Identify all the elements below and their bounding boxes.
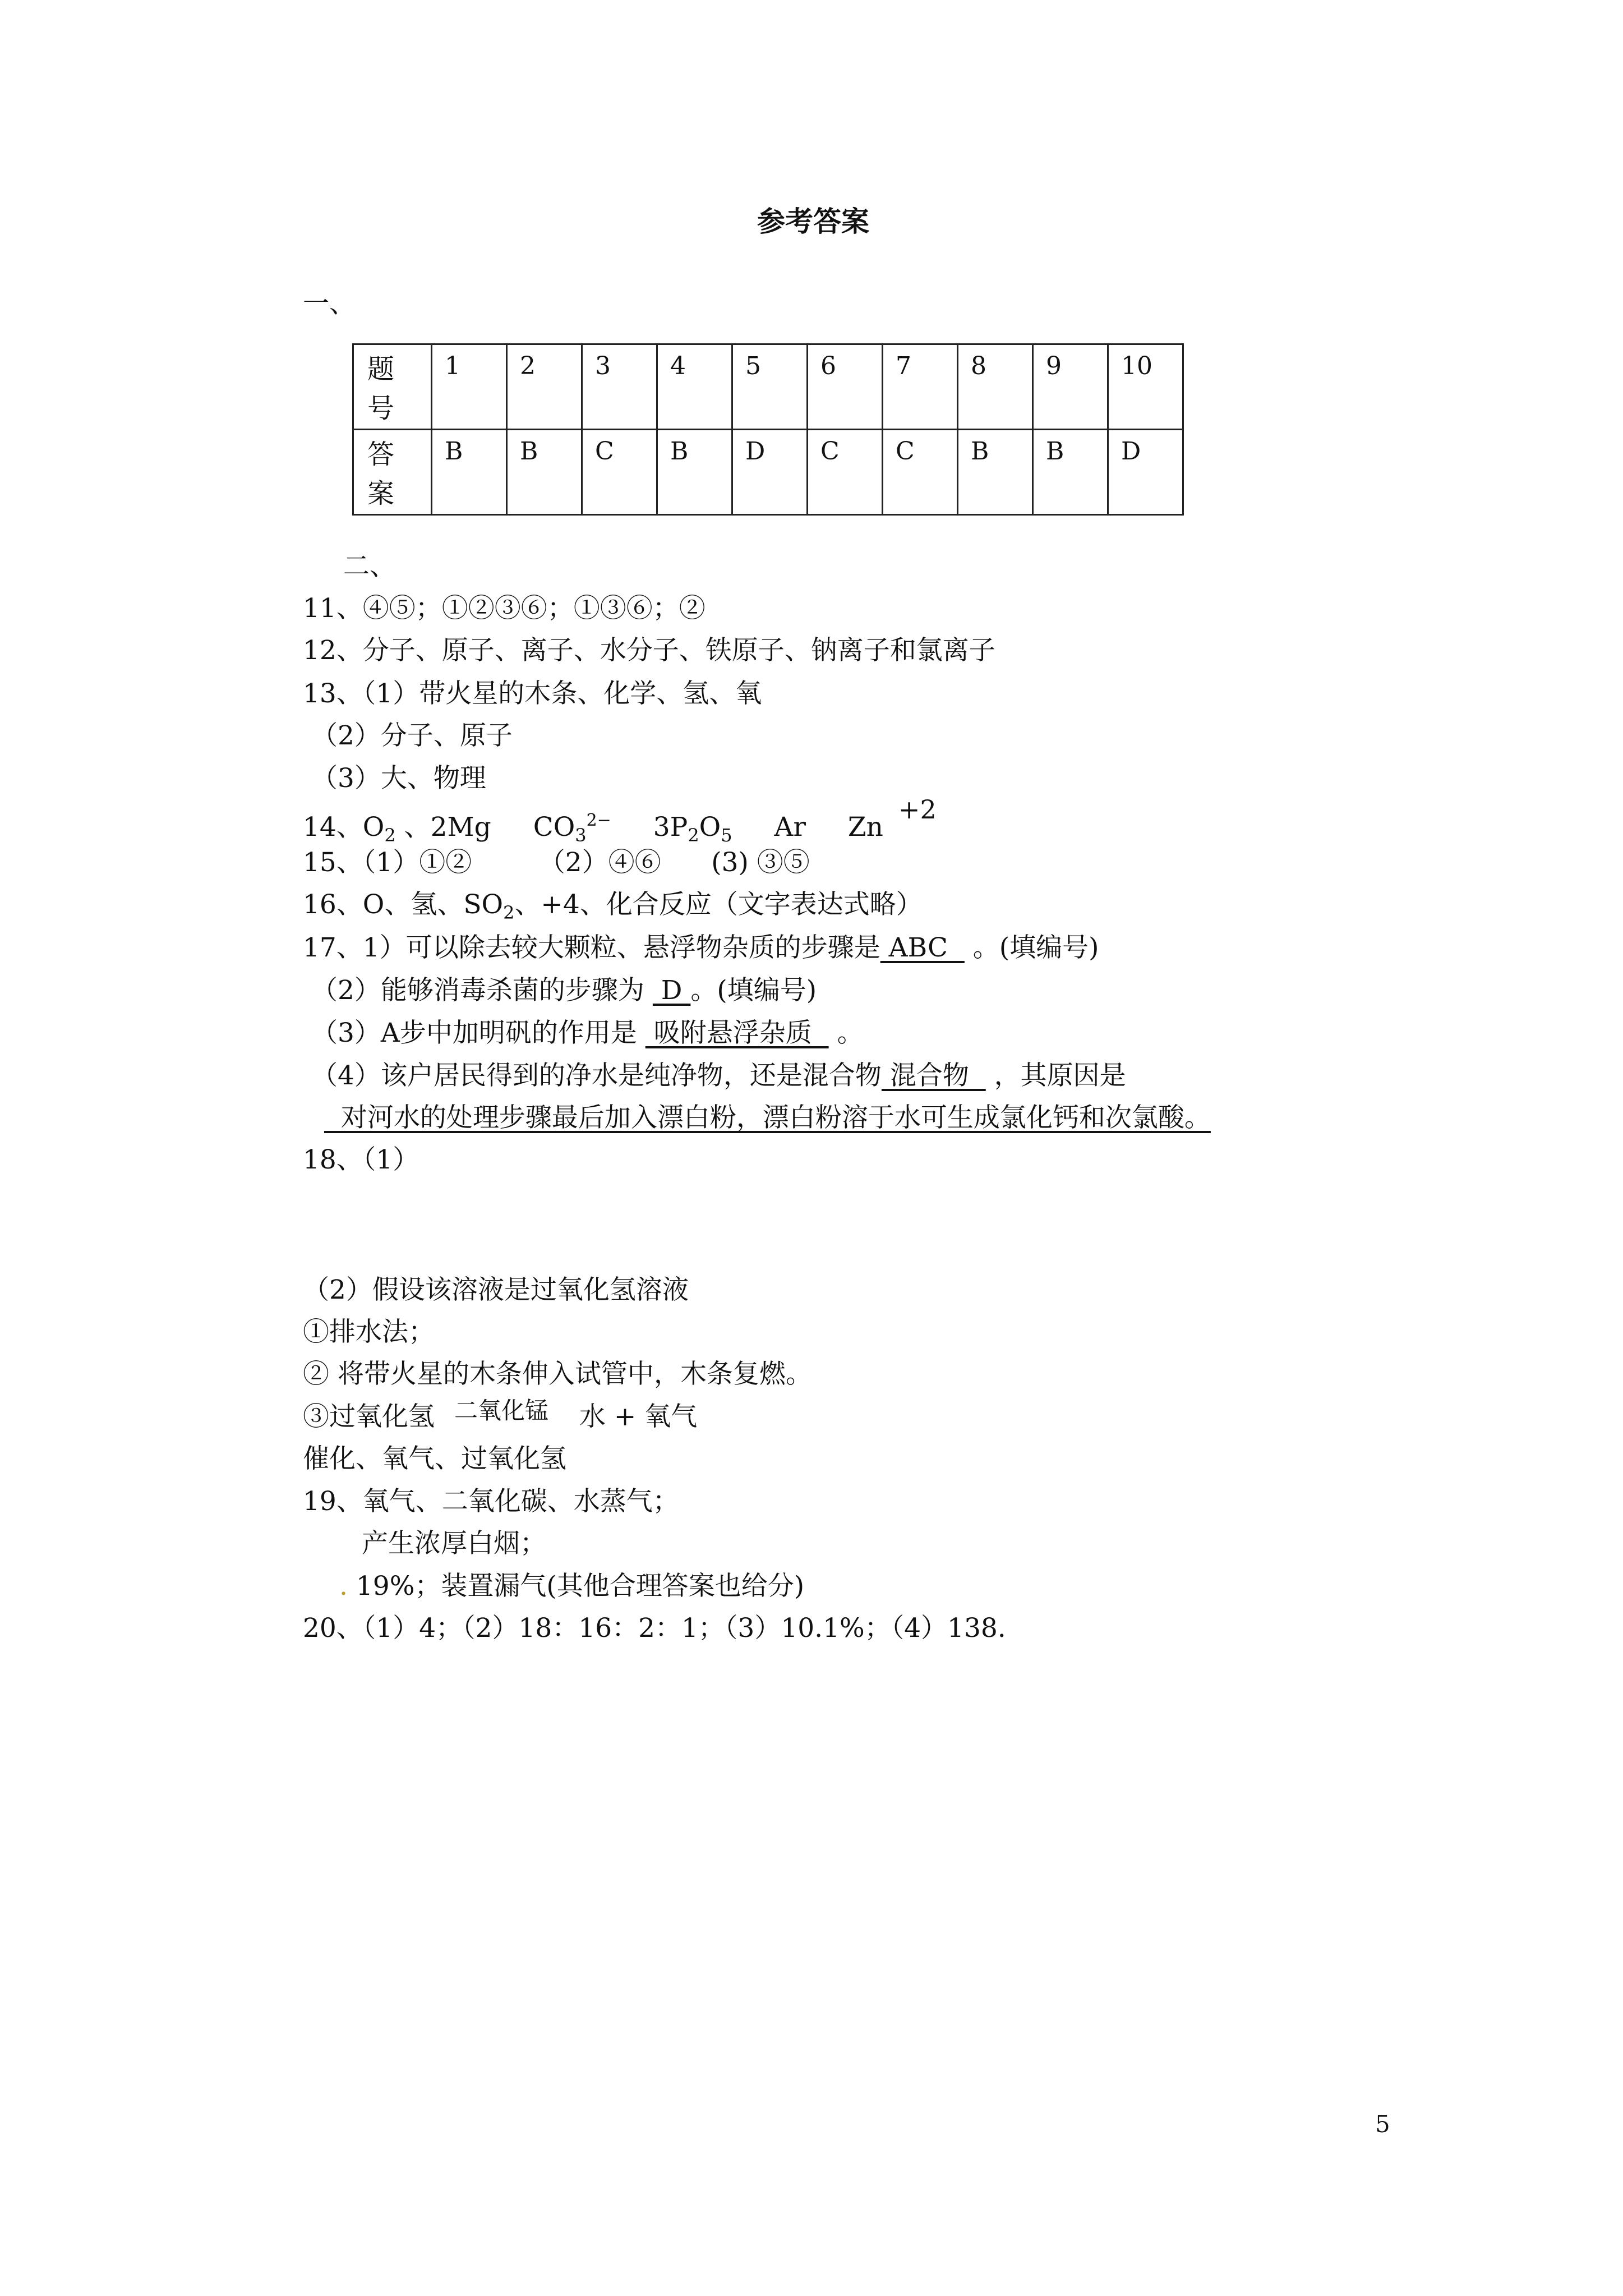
- answer-q16: 16、O、氢、$SO_2$、+4、化合反应（文字表达式略）: [303, 889, 923, 923]
- table-cell: C: [582, 430, 657, 515]
- table-cell: 4: [657, 344, 732, 430]
- table-cell: C: [883, 430, 958, 515]
- table-cell: 3: [582, 344, 657, 430]
- answer-q13-3: （3）大、物理: [311, 763, 486, 794]
- answer-q20: 20、（1）4；（2）18：16：2：1；（3）10.1%；（4）138.: [303, 1613, 1006, 1644]
- q14-zn-charge: +2: [898, 794, 937, 825]
- table-cell: B: [1033, 430, 1108, 515]
- table-cell: D: [1108, 430, 1183, 515]
- q14-mg: 、2Mg: [404, 812, 491, 843]
- table-cell: 6: [808, 344, 883, 430]
- stray-dot: .: [339, 1571, 348, 1602]
- q17-3-answer: 吸附悬浮杂质: [645, 1018, 829, 1048]
- q17-4-answer: 混合物: [881, 1060, 986, 1091]
- answer-q17-1: 17、1）可以除去较大颗粒、悬浮物杂质的步骤是 ABC 。(填编号): [303, 932, 1099, 963]
- answer-q17-2: （2）能够消毒杀菌的步骤为 D 。(填编号): [311, 975, 817, 1006]
- answer-q15: 15、（1）①② （2）④⑥ (3) ③⑤: [303, 847, 810, 878]
- table-header-label: 题号: [353, 344, 432, 430]
- table-row-numbers: [353, 344, 1183, 430]
- table-cell: D: [732, 430, 808, 515]
- answer-q13-2: （2）分子、原子: [311, 720, 513, 751]
- answer-q18-4: ② 将带火星的木条伸入试管中，木条复燃。: [303, 1359, 812, 1389]
- answer-q19-3: . 19%；装置漏气(其他合理答案也给分): [339, 1571, 805, 1602]
- answer-q12: 12、分子、原子、离子、水分子、铁原子、钠离子和氯离子: [303, 635, 995, 666]
- table-cell: 8: [958, 344, 1033, 430]
- answer-q19-1: 19、氧气、二氧化碳、水蒸气；: [303, 1486, 679, 1517]
- answer-table: [352, 343, 1184, 516]
- table-cell: B: [432, 430, 507, 515]
- section-heading-1: 一、: [303, 288, 356, 319]
- answer-q18-5: ③过氧化氢 二氧化锰 水 + 氧气: [303, 1397, 698, 1432]
- answer-q17-3: （3）A步中加明矾的作用是 吸附悬浮杂质 。: [311, 1018, 864, 1048]
- table-cell: 2: [507, 344, 582, 430]
- table-cell: 5: [732, 344, 808, 430]
- q17-2-answer: D: [652, 975, 691, 1006]
- q14-p2o5: $3P_2O_5$: [653, 812, 732, 846]
- answer-q19-2: 产生浓厚白烟；: [362, 1528, 546, 1559]
- q14-o2-sub: 2: [384, 825, 396, 846]
- q14-ar: Ar: [774, 812, 806, 843]
- table-row-answers: [353, 430, 1183, 515]
- table-answer-label: 答案: [353, 430, 432, 515]
- catalyst-label: 二氧化锰: [454, 1397, 548, 1424]
- q14-prefix: 14、O: [303, 812, 385, 843]
- table-cell: 10: [1108, 344, 1183, 430]
- answer-q18-2: （2）假设该溶液是过氧化氢溶液: [303, 1274, 689, 1305]
- table-cell: 9: [1033, 344, 1108, 430]
- page-title: 参考答案: [757, 205, 869, 238]
- answer-q14: [303, 794, 937, 852]
- page-number: 5: [1375, 2110, 1390, 2138]
- answer-q11: 11、④⑤；①②③⑥；①③⑥；②: [303, 593, 706, 624]
- table-cell: 7: [883, 344, 958, 430]
- q17-1-answer: ABC: [880, 932, 965, 963]
- table-cell: 1: [432, 344, 507, 430]
- answer-q17-5: 对河水的处理步骤最后加入漂白粉，漂白粉溶于水可生成氯化钙和次氯酸。: [324, 1102, 1211, 1133]
- q14-zn: Zn +2: [848, 812, 883, 843]
- section-heading-2: 二、: [343, 551, 396, 582]
- table-cell: C: [808, 430, 883, 515]
- answer-q17-4: （4）该户居民得到的净水是纯净物，还是混合物 混合物 ，其原因是: [311, 1060, 1126, 1091]
- answer-q13-1: 13、（1）带火星的木条、化学、氢、氧: [303, 678, 762, 709]
- table-cell: B: [507, 430, 582, 515]
- answer-q18-3: ①排水法；: [303, 1317, 435, 1347]
- q14-co3: $CO_3^{2-}$: [533, 811, 611, 846]
- table-cell: B: [657, 430, 732, 515]
- answer-q18-1: 18、（1）: [303, 1144, 419, 1175]
- table-cell: B: [958, 430, 1033, 515]
- answer-q18-6: 催化、氧气、过氧化氢: [303, 1443, 566, 1474]
